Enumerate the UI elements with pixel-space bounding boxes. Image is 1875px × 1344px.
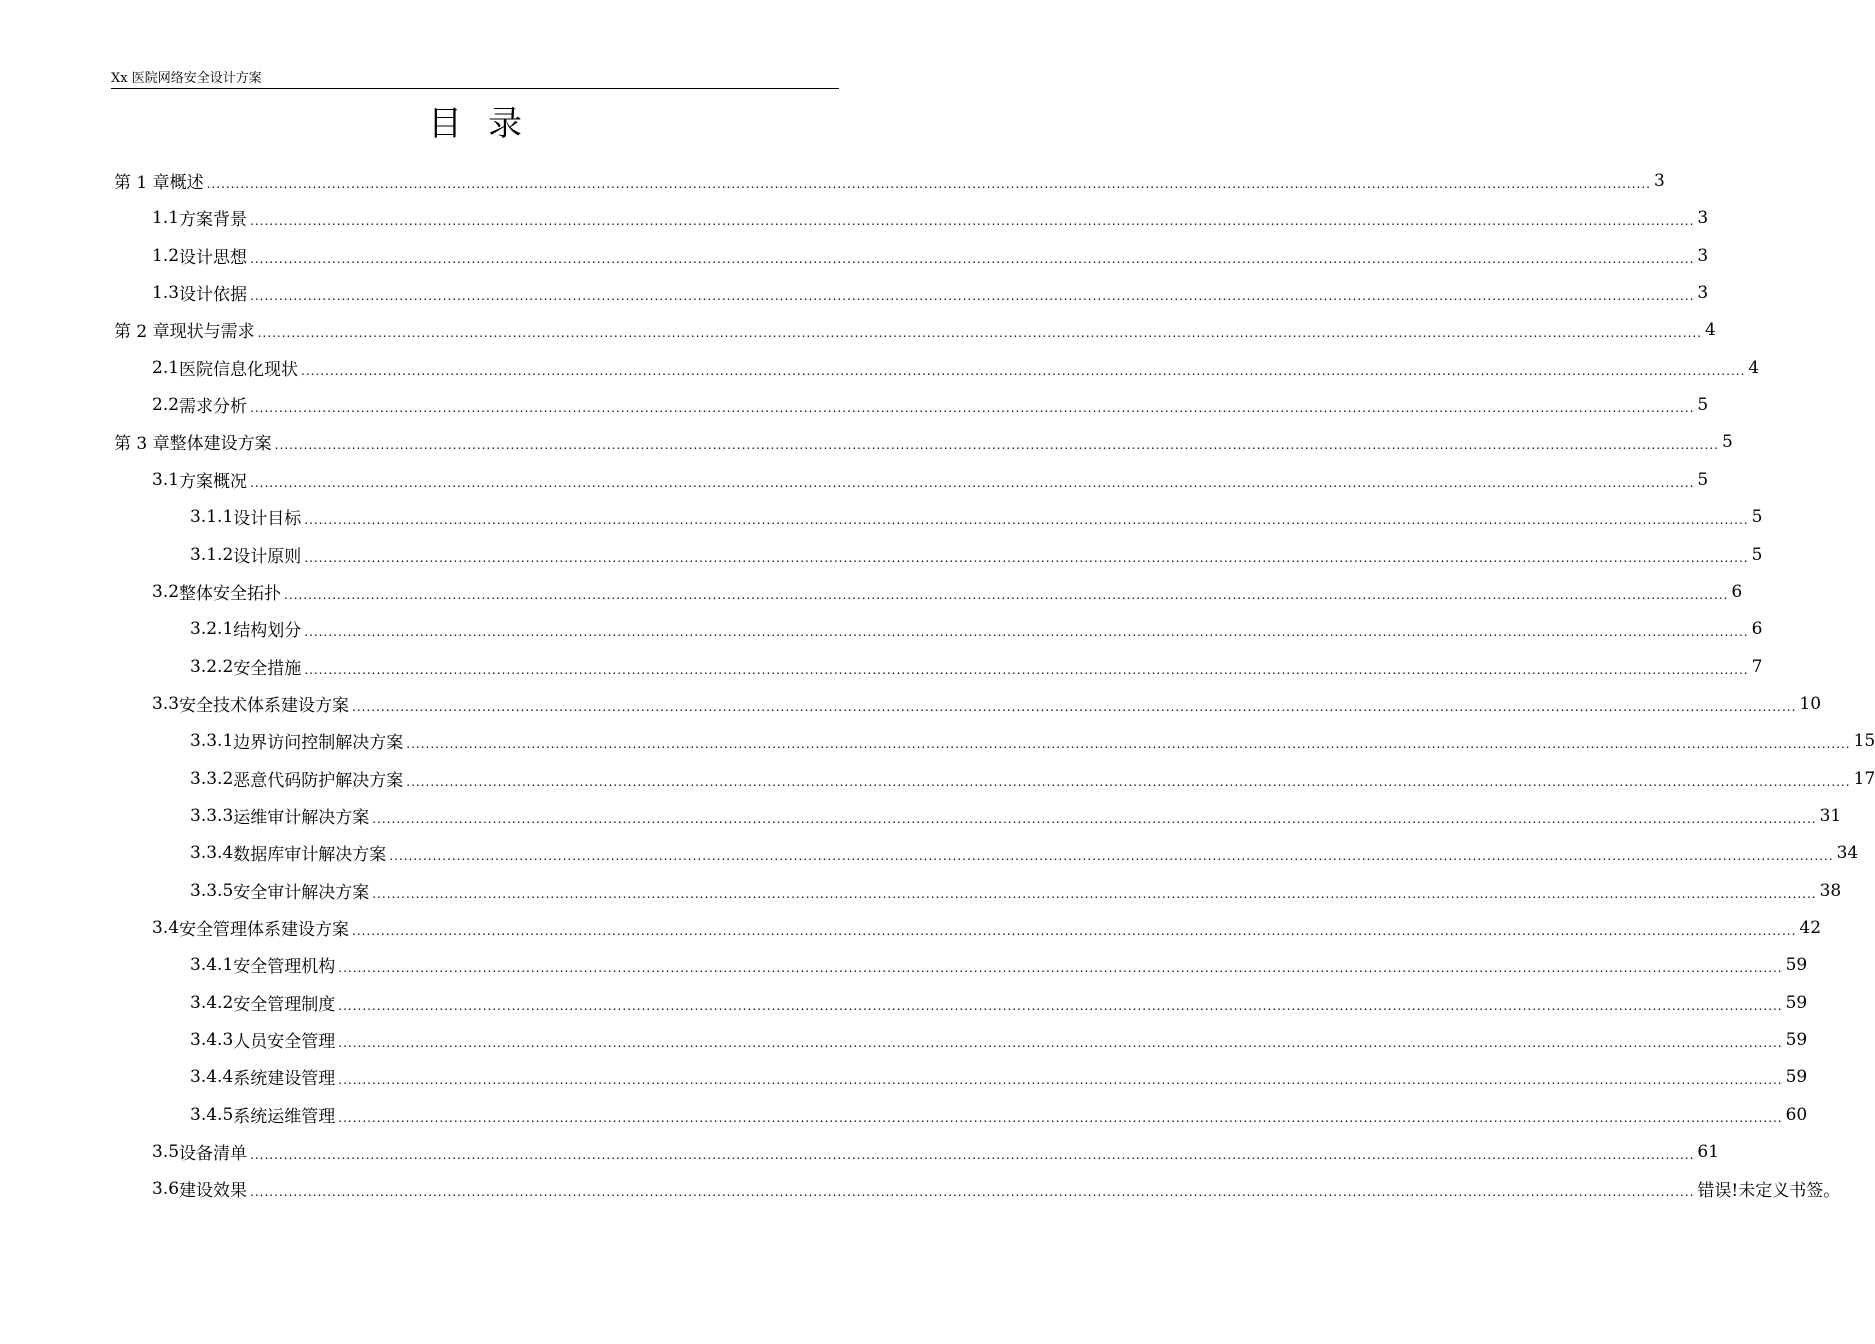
toc-entry-page: 15	[1853, 730, 1875, 751]
toc-entry-page: 42	[1799, 917, 1822, 938]
toc-entry-label: 人员安全管理	[233, 1032, 336, 1052]
toc-entry-number: 3.4.3	[190, 1029, 234, 1050]
toc-entry-label: 设计原则	[233, 547, 302, 567]
toc-entry-number: 2.2	[152, 394, 180, 415]
toc-entry[interactable]	[190, 1021, 1808, 1058]
toc-entry-number: 第 1 章	[114, 173, 170, 193]
toc-leader-dots: ............................................................................................................................................................................................................................................................................................................	[406, 774, 1851, 789]
toc-entry-page: 5	[1697, 394, 1709, 415]
toc-leader-dots: ............................................................................................................................................................................................................................................................................................................	[352, 923, 1797, 938]
toc-entry-number: 3.2.2	[190, 656, 234, 677]
toc-leader-dots: ............................................................................................................................................................................................................................................................................................................	[301, 363, 1746, 378]
toc-entry-number: 第 2 章	[114, 322, 170, 342]
toc-entry-label: 安全管理体系建设方案	[179, 920, 350, 940]
toc-entry-label: 结构划分	[233, 621, 302, 641]
toc-entry-number: 3.2	[152, 581, 180, 602]
toc-entry-page: 59	[1785, 954, 1808, 975]
toc-leader-dots: ............................................................................................................................................................................................................................................................................................................	[250, 288, 1695, 303]
toc-entry-page: 4	[1748, 357, 1760, 378]
toc-entry-page: 60	[1785, 1104, 1808, 1125]
toc-leader-dots: ............................................................................................................................................................................................................................................................................................................	[406, 736, 1851, 751]
toc-entry-page: 3	[1697, 282, 1709, 303]
toc-entry-page: 3	[1697, 245, 1709, 266]
toc-leader-dots: ............................................................................................................................................................................................................................................................................................................	[250, 1147, 1695, 1162]
toc-entry-label: 设计思想	[179, 248, 248, 268]
toc-entry-page: 31	[1819, 805, 1842, 826]
toc-entry[interactable]	[114, 423, 1733, 460]
toc-entry-page: 34	[1836, 842, 1859, 863]
toc-entry-number: 3.1.1	[190, 506, 234, 527]
toc-entry-page: 17	[1853, 768, 1875, 789]
toc-entry-number: 2.1	[152, 357, 180, 378]
toc-entry[interactable]	[190, 1096, 1808, 1133]
toc-leader-dots: ............................................................................................................................................................................................................................................................................................................	[250, 400, 1695, 415]
toc-entry-number: 3.4.4	[190, 1066, 234, 1087]
toc-leader-dots: ............................................................................................................................................................................................................................................................................................................	[352, 699, 1797, 714]
toc-entry-label: 需求分析	[179, 397, 248, 417]
toc-entry-label: 整体建设方案	[169, 434, 272, 454]
toc-entry-number: 3.4.1	[190, 954, 234, 975]
toc-entry-page: 59	[1785, 1029, 1808, 1050]
toc-entry-label: 安全审计解决方案	[233, 883, 370, 903]
toc-entry[interactable]	[190, 1058, 1808, 1095]
toc-entry[interactable]	[152, 349, 1760, 386]
toc-entry-page: 5	[1751, 544, 1763, 565]
toc-entry-label: 方案背景	[179, 210, 248, 230]
toc-entry-label: 系统建设管理	[233, 1069, 336, 1089]
toc-entry-page: 61	[1697, 1141, 1720, 1162]
toc-entry-number: 3.3.5	[190, 880, 234, 901]
toc-entry-label: 安全措施	[233, 659, 302, 679]
toc-entry-number: 3.3.3	[190, 805, 234, 826]
toc-entry[interactable]	[114, 311, 1716, 348]
toc-entry[interactable]	[152, 573, 1743, 610]
toc-entry-label: 现状与需求	[169, 322, 255, 342]
toc-entry-label: 设计依据	[179, 285, 248, 305]
toc-leader-dots: ............................................................................................................................................................................................................................................................................................................	[284, 587, 1729, 602]
toc-leader-dots: ............................................................................................................................................................................................................................................................................................................	[206, 176, 1651, 191]
toc-entry[interactable]	[190, 760, 1875, 797]
toc-entry-number: 1.3	[152, 282, 180, 303]
toc-entry-number: 1.1	[152, 207, 180, 228]
toc-entry-label: 数据库审计解决方案	[233, 845, 387, 865]
toc-entry[interactable]	[190, 946, 1808, 983]
toc-entry[interactable]	[152, 461, 1709, 498]
toc-entry-page: 59	[1785, 1066, 1808, 1087]
toc-leader-dots: ............................................................................................................................................................................................................................................................................................................	[372, 886, 1817, 901]
toc-leader-dots: ............................................................................................................................................................................................................................................................................................................	[372, 811, 1817, 826]
toc-entry-page: 38	[1819, 880, 1842, 901]
toc-entry-label: 概述	[169, 173, 204, 193]
toc-leader-dots: ............................................................................................................................................................................................................................................................................................................	[250, 213, 1695, 228]
toc-entry-number: 1.2	[152, 245, 180, 266]
toc-leader-dots: ............................................................................................................................................................................................................................................................................................................	[338, 1110, 1783, 1125]
toc-leader-dots: ............................................................................................................................................................................................................................................................................................................	[338, 1072, 1783, 1087]
toc-leader-dots: ............................................................................................................................................................................................................................................................................................................	[250, 475, 1695, 490]
toc-entry-number: 3.5	[152, 1141, 180, 1162]
toc-entry[interactable]	[152, 274, 1709, 311]
toc-leader-dots: ............................................................................................................................................................................................................................................................................................................	[389, 848, 1834, 863]
toc-entry[interactable]	[152, 685, 1822, 722]
toc-entry[interactable]	[190, 536, 1763, 573]
toc-entry-page: 错误!未定义书签。	[1697, 1181, 1841, 1201]
toc-entry-label: 建设效果	[179, 1181, 248, 1201]
toc-entry-label: 整体安全拓扑	[179, 584, 282, 604]
toc-entry[interactable]	[190, 498, 1763, 535]
toc-entry-label: 边界访问控制解决方案	[233, 733, 404, 753]
toc-entry[interactable]	[190, 984, 1808, 1021]
toc-entry-number: 3.1	[152, 469, 180, 490]
toc-entry-label: 安全管理制度	[233, 995, 336, 1015]
toc-entry[interactable]	[114, 162, 1665, 199]
toc-entry-page: 5	[1697, 469, 1709, 490]
toc-entry[interactable]	[152, 1133, 1720, 1170]
toc-entry-number: 3.4	[152, 917, 180, 938]
toc-leader-dots: ............................................................................................................................................................................................................................................................................................................	[338, 960, 1783, 975]
toc-entry[interactable]	[152, 199, 1709, 236]
toc-entry[interactable]	[190, 610, 1763, 647]
toc-entry-label: 安全技术体系建设方案	[179, 696, 350, 716]
toc-entry-page: 6	[1731, 581, 1743, 602]
toc-entry[interactable]	[190, 722, 1875, 759]
toc-entry-number: 3.2.1	[190, 618, 234, 639]
toc-entry-label: 医院信息化现状	[179, 360, 299, 380]
toc-entry[interactable]	[152, 909, 1822, 946]
toc-entry-label: 设备清单	[179, 1144, 248, 1164]
toc-entry[interactable]	[152, 386, 1709, 423]
toc-leader-dots: ............................................................................................................................................................................................................................................................................................................	[250, 1184, 1695, 1199]
toc-leader-dots: ............................................................................................................................................................................................................................................................................................................	[274, 437, 1719, 452]
toc-entry-page: 3	[1697, 207, 1709, 228]
toc-entry[interactable]	[152, 1170, 1841, 1207]
toc-title: 目录	[428, 104, 548, 144]
toc-leader-dots: ............................................................................................................................................................................................................................................................................................................	[304, 512, 1749, 527]
toc-entry[interactable]	[190, 797, 1842, 834]
toc-entry-number: 3.4.5	[190, 1104, 234, 1125]
toc-entry-label: 恶意代码防护解决方案	[233, 771, 404, 791]
toc-leader-dots: ............................................................................................................................................................................................................................................................................................................	[257, 325, 1702, 340]
toc-entry-label: 方案概况	[179, 472, 248, 492]
toc-entry-page: 10	[1799, 693, 1822, 714]
toc-entry-page: 59	[1785, 992, 1808, 1013]
toc-leader-dots: ............................................................................................................................................................................................................................................................................................................	[338, 1035, 1783, 1050]
toc-entry-number: 3.3.4	[190, 842, 234, 863]
toc-entry[interactable]	[190, 648, 1763, 685]
toc-entry-number: 3.3.2	[190, 768, 234, 789]
toc-leader-dots: ............................................................................................................................................................................................................................................................................................................	[304, 662, 1749, 677]
toc-leader-dots: ............................................................................................................................................................................................................................................................................................................	[250, 251, 1695, 266]
toc-leader-dots: ............................................................................................................................................................................................................................................................................................................	[304, 624, 1749, 639]
page-header: Xx 医院网络安全设计方案	[111, 70, 839, 89]
toc-entry-label: 系统运维管理	[233, 1107, 336, 1127]
toc-entry-page: 5	[1751, 506, 1763, 527]
toc-entry-number: 3.1.2	[190, 544, 234, 565]
toc-entry-label: 安全管理机构	[233, 957, 336, 977]
toc-entry-number: 3.3.1	[190, 730, 234, 751]
toc-entry-number: 3.6	[152, 1178, 180, 1199]
toc-leader-dots: ............................................................................................................................................................................................................................................................................................................	[338, 998, 1783, 1013]
toc-entry-page: 3	[1653, 170, 1665, 191]
toc-entry[interactable]	[152, 237, 1709, 274]
toc-entry-number: 第 3 章	[114, 434, 170, 454]
toc-entry-label: 设计目标	[233, 509, 302, 529]
toc-entry[interactable]	[190, 872, 1842, 909]
toc-entry-number: 3.3	[152, 693, 180, 714]
toc-entry-number: 3.4.2	[190, 992, 234, 1013]
toc-leader-dots: ............................................................................................................................................................................................................................................................................................................	[304, 550, 1749, 565]
toc-entry-page: 5	[1721, 431, 1733, 452]
toc-entry-label: 运维审计解决方案	[233, 808, 370, 828]
toc-entry-page: 6	[1751, 618, 1763, 639]
toc-entry-page: 4	[1704, 319, 1716, 340]
toc-entry-page: 7	[1751, 656, 1763, 677]
toc-entry[interactable]	[190, 834, 1859, 871]
